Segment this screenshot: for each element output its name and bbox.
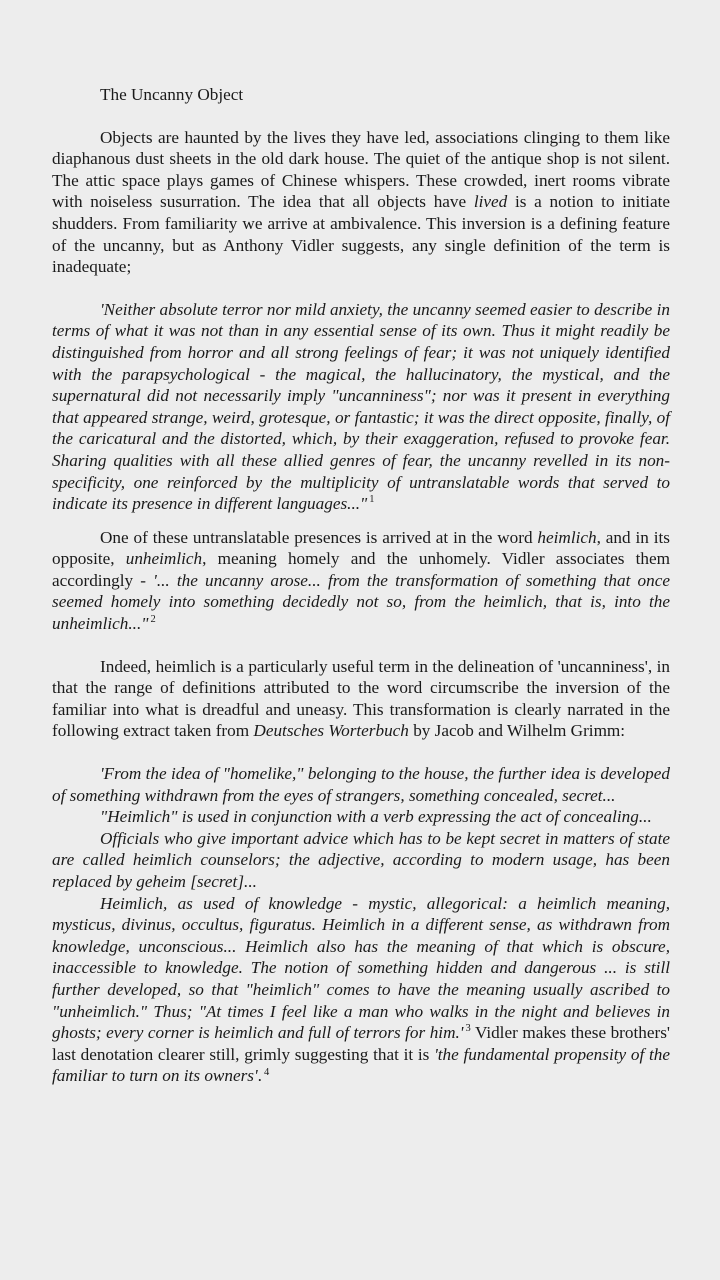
- emphasis-book-title: Deutsches Worterbuch: [253, 721, 409, 741]
- document-page: [52, 84, 670, 1087]
- inline-quote-vidler: '... the uncanny arose... from the transformation of something that once seemed homely into something decidedly not so, from the heimlich, that is, into the unheimlich...": [52, 570, 670, 634]
- footnote-marker-3: 3: [465, 1023, 471, 1035]
- footnote-marker-4: 4: [263, 1066, 270, 1078]
- emphasis-heimlich: heimlich: [537, 527, 597, 547]
- emphasis-unheimlich: unheimlich: [125, 549, 203, 569]
- paragraph-text: , and in its opposite,: [52, 527, 670, 569]
- footnote-marker-1: 1: [369, 494, 375, 506]
- paragraph-text: is a notion to initiate shudders. From familiarity we arrive at ambivalence. This inversion is a defining feature of the uncanny, but as Anthony Vidler suggests, any single definition of the term is inadequate;: [52, 192, 670, 277]
- paragraph-text: , meaning homely and the unhomely. Vidler associates them accordingly -: [52, 549, 670, 590]
- paragraph-grimm-intro: [52, 656, 670, 742]
- emphasis-lived: lived: [473, 192, 508, 212]
- quote-grimm-4: [52, 893, 670, 1087]
- paragraph-text: Vidler makes these brothers' last denotation clearer still, grimly suggesting that it is: [52, 1023, 670, 1064]
- quote-text: Heimlich, as used of knowledge - mystic, allegorical: a heimlich meaning, mysticus, divinus, occultus, figuratus. Heimlich in a different sense, as withdrawn from knowledge, unconscious... Heimlich also has the meaning of that which is obscure, inaccessible to knowledge. The notion of something hidden and dangerous ... is still further developed, so that "heimlich" comes to have the meaning usually ascribed to "unheimlich." Thus; "At times I feel like a man who walks in the night and believes in ghosts; every corner is heimlich and full of terrors for him.': [52, 893, 670, 1043]
- inline-quote-vidler-2: 'the fundamental propensity of the familiar to turn on its owners': [52, 1044, 670, 1086]
- paragraph-intro: [52, 127, 670, 278]
- quote-grimm-2: "Heimlich" is used in conjunction with a verb expressing the act of concealing...: [100, 807, 652, 827]
- paragraph-text: Objects are haunted by the lives they have led, associations clinging to them like diaphanous dust sheets in the old dark house. The quiet of the antique shop is not silent. The attic space plays games of Chinese whispers. These crowded, inert rooms vibrate with noiseless susurration. The idea that all objects have: [52, 127, 670, 212]
- paragraph-heimlich: [52, 527, 670, 635]
- paragraph-text: Indeed, heimlich is a particularly useful term in the delineation of 'uncanniness', in that the range of definitions attributed to the word circumscribe the inversion of the familiar into what is dreadful and uneasy. This transformation is clearly narrated in the following extract taken from: [52, 656, 670, 741]
- paragraph-text: by Jacob and Wilhelm Grimm:: [408, 721, 626, 741]
- page-title: The Uncanny Object: [100, 85, 244, 104]
- paragraph-text: One of these untranslatable presences is arrived at in the word: [100, 527, 538, 547]
- quote-grimm-1: 'From the idea of "homelike," belonging to the house, the further idea is developed of something withdrawn from the eyes of strangers, something concealed, secret...: [52, 764, 670, 805]
- quote-text: 'Neither absolute terror nor mild anxiety, the uncanny seemed easier to describe in terms of what it was not than in any essential sense of its own. Thus it might readily be distinguished from horror and all strong feelings of fear; it was not uniquely identified with the parapsychological - the magical, the hallucinatory, the mystical, and the supernatural did not necessarily imply "uncanniness"; nor was it present in everything that appeared strange, weird, grotesque, or fantastic; it was the direct opposite, finally, of the caricatural and the distorted, which, by their exaggeration, refused to provoke fear. Sharing qualities with all these allied genres of fear, the uncanny revelled in its non-specificity, one reinforced by the multiplicity of untranslatable words that served to indicate its presence in different languages...": [52, 299, 670, 514]
- quote-grimm-3: Officials who give important advice which has to be kept secret in matters of state are called heimlich counselors; the adjective, according to modern usage, has been replaced by geheim [secret]...: [52, 828, 670, 891]
- footnote-marker-2: 2: [150, 614, 156, 626]
- paragraph-text: .: [257, 1066, 262, 1086]
- quote-vidler: [52, 299, 670, 515]
